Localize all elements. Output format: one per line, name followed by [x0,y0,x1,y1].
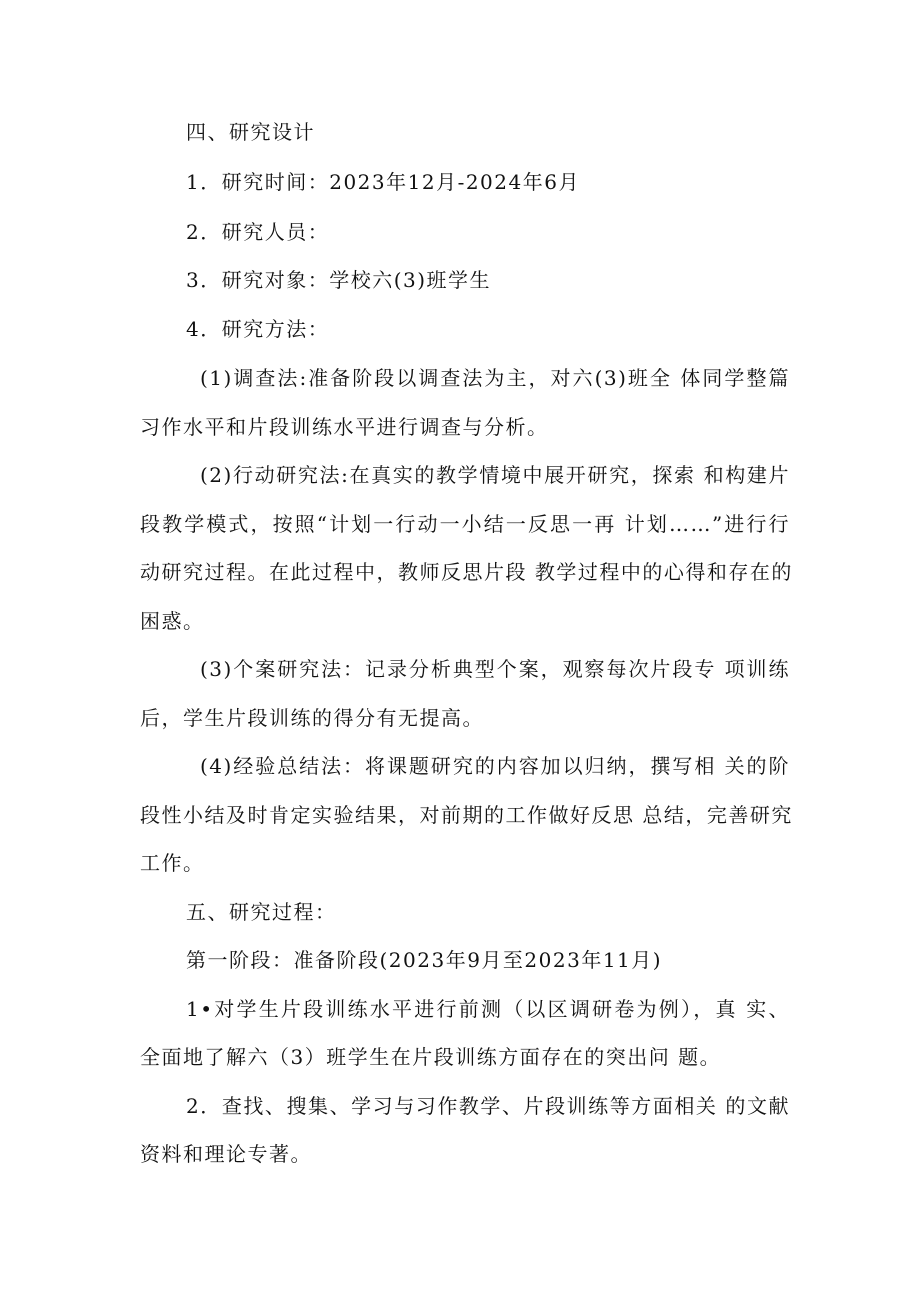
research-process-heading: 五、研究过程： [186,900,337,924]
research-methods: 4．研究方法： [186,317,330,341]
method-case-line1: (3)个案研究法：记录分析典型个案，观察每次片段专 项训练 [200,657,790,681]
method-action-line4: 困惑。 [140,609,205,633]
research-staff: 2．研究人员： [186,220,330,244]
stage-one-heading: 第一阶段：准备阶段(2023年9月至2023年11月) [186,948,663,972]
stage-one-item1-line1: 1•对学生片段训练水平进行前测（以区调研卷为例），真 实、 [186,997,790,1021]
method-action-line1: (2)行动研究法:在真实的教学情境中展开研究，探索 和构建片 [200,463,790,487]
stage-one-item2-line1: 2．查找、搜集、学习与习作教学、片段训练等方面相关 的文献 [186,1094,790,1118]
stage-one-item2-line2: 资料和理论专著。 [140,1142,312,1166]
method-summary-line3: 工作。 [140,851,205,875]
method-action-line3: 动研究过程。在此过程中，教师反思片段 教学过程中的心得和存在的 [140,560,793,584]
stage-one-item1-line2: 全面地了解六（3）班学生在片段训练方面存在的突出问 题。 [140,1045,722,1069]
research-subject: 3．研究对象：学校六(3)班学生 [186,268,492,292]
research-design-heading: 四、研究设计 [186,120,315,144]
research-time: 1．研究时间：2023年12月-2024年6月 [186,170,580,194]
method-survey-line1: (1)调查法:准备阶段以调查法为主，对六(3)班全 体同学整篇 [200,366,790,390]
method-summary-line2: 段性小结及时肯定实验结果，对前期的工作做好反思 总结，完善研究 [140,803,793,827]
method-survey-line2: 习作水平和片段训练水平进行调查与分析。 [140,415,549,439]
method-action-line2: 段教学模式，按照“计划一行动一小结一反思一再 计划……”进行行 [140,512,790,536]
method-summary-line1: (4)经验总结法：将课题研究的内容加以归纳，撰写相 关的阶 [200,754,790,778]
method-case-line2: 后，学生片段训练的得分有无提高。 [140,706,484,730]
